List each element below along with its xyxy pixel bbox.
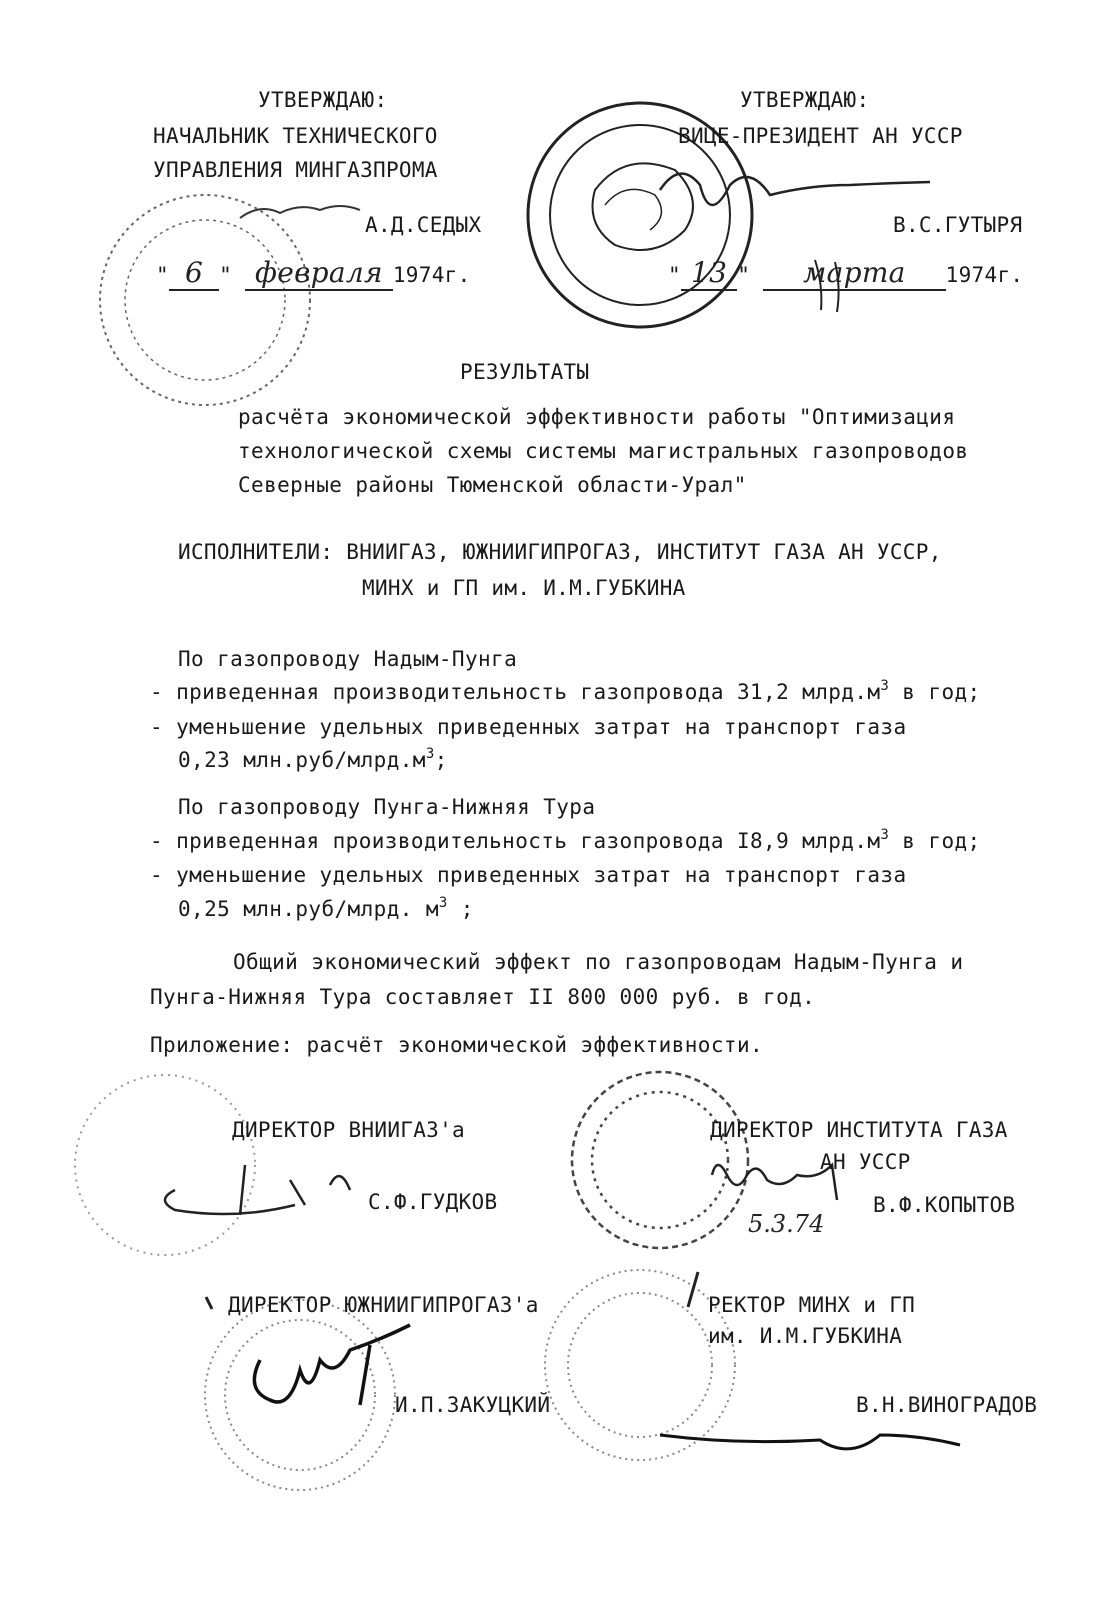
section2-item1-suffix: в год; (889, 829, 981, 853)
appendix-line: Приложение: расчёт экономической эффективности. (150, 1033, 764, 1057)
approval-left-date (156, 256, 471, 291)
yuzhnii-director-name: И.П.ЗАКУЦКИЙ (395, 1393, 551, 1417)
section2-item2-line2 (178, 897, 474, 921)
approval-right-heading: УТВЕРЖДАЮ: (740, 88, 870, 112)
performers-line-1: ИСПОЛНИТЕЛИ: ВНИИГАЗ, ЮЖНИИГИПРОГАЗ, ИНСТИТУТ ГАЗА АН УССР, (178, 540, 942, 564)
approval-right-name: В.С.ГУТЫРЯ (893, 213, 1023, 237)
date-quote-close: " (737, 263, 751, 287)
date-day: 13 (681, 256, 737, 291)
approval-right-date (668, 256, 1023, 291)
gas-institute-director-name: В.Ф.КОПЫТОВ (873, 1193, 1016, 1217)
vniigaz-director-title: ДИРЕКТОР ВНИИГАЗ'а (232, 1118, 465, 1142)
performers-line-2: МИНХ и ГП им. И.М.ГУБКИНА (362, 576, 686, 600)
section1-item2-line2 (178, 748, 448, 772)
subtitle-line-3: Северные районы Тюменской области-Урал" (238, 473, 747, 497)
date-quote-close: " (219, 263, 233, 287)
section1-item2-suffix: ; (434, 748, 448, 772)
section1-item2-value: 0,23 млн.руб/млрд.м (178, 748, 426, 772)
gas-institute-director-title-2: АН УССР (820, 1150, 911, 1174)
approval-left-heading: УТВЕРЖДАЮ: (258, 88, 388, 112)
approval-right-line1: ВИЦЕ-ПРЕЗИДЕНТ АН УССР (678, 124, 963, 148)
gubkin-seal-icon (545, 1270, 735, 1460)
yuzhnii-director-title: ДИРЕКТОР ЮЖНИИГИПРОГАЗ'а (228, 1293, 539, 1317)
date-quote-open: " (156, 263, 169, 287)
date-year: 1974г. (392, 263, 471, 287)
section2-item1-text: - приведенная производительность газопровода I8,9 млрд.м (150, 829, 881, 853)
approval-left-name: А.Д.СЕДЫХ (365, 213, 482, 237)
summary-line-2: Пунга-Нижняя Тура составляет II 800 000 руб. в год. (150, 985, 816, 1009)
section1-heading: По газопроводу Надым-Пунга (178, 647, 518, 671)
round-seal-icon (100, 195, 310, 405)
subtitle-line-2: технологической схемы системы магистральных газопроводов (238, 439, 969, 463)
summary-line-1: Общий экономический эффект по газопроводам Надым-Пунга и (233, 950, 964, 974)
date-month: марта (763, 256, 946, 291)
gas-institute-seal-icon (572, 1072, 748, 1248)
gubkin-rector-title-1: РЕКТОР МИНХ и ГП (708, 1293, 916, 1317)
superscript-3: 3 (880, 678, 890, 694)
signature-vinogradov-icon (660, 1435, 960, 1449)
signature-kopytov-icon (712, 1165, 837, 1200)
section2-item2-line1: - уменьшение удельных приведенных затрат на транспорт газа (150, 863, 907, 887)
date-day: 6 (169, 256, 219, 291)
approval-left-line1: НАЧАЛЬНИК ТЕХНИЧЕСКОГО (153, 124, 438, 148)
gas-institute-director-title-1: ДИРЕКТОР ИНСТИТУТА ГАЗА (710, 1118, 1008, 1142)
date-month: февраля (245, 256, 393, 291)
section2-item2-suffix: ; (447, 897, 474, 921)
section1-item1-suffix: в год; (889, 680, 981, 704)
subtitle-line-1: расчёта экономической эффективности работы "Оптимизация (238, 405, 956, 429)
date-year: 1974г. (945, 263, 1024, 287)
section2-item2-value: 0,25 млн.руб/млрд. м (178, 897, 439, 921)
section1-item1-text: - приведенная производительность газопровода 31,2 млрд.м (150, 680, 881, 704)
gas-institute-sign-date: 5.3.74 (748, 1210, 825, 1238)
superscript-3: 3 (425, 746, 435, 762)
section1-item2-line1: - уменьшение удельных приведенных затрат на транспорт газа (150, 715, 907, 739)
signature-zakutsky-icon (254, 1325, 410, 1405)
approval-left-line2: УПРАВЛЕНИЯ МИНГАЗПРОМА (153, 158, 438, 182)
signature-sedykh-icon (240, 206, 360, 218)
section1-item1 (150, 680, 981, 704)
gubkin-rector-title-2: им. И.М.ГУБКИНА (708, 1324, 903, 1348)
gubkin-rector-name: В.Н.ВИНОГРАДОВ (856, 1393, 1038, 1417)
section2-item1 (150, 829, 981, 853)
vniigaz-seal-icon (75, 1075, 255, 1255)
signature-gudkov-icon (165, 1165, 350, 1215)
signature-gutyrya-icon (660, 174, 930, 205)
superscript-3: 3 (438, 895, 448, 911)
vniigaz-director-name: С.Ф.ГУДКОВ (368, 1190, 498, 1214)
document-title: РЕЗУЛЬТАТЫ (460, 360, 590, 384)
section2-heading: По газопроводу Пунга-Нижняя Тура (178, 795, 596, 819)
yuzhnii-seal-icon (205, 1300, 395, 1490)
superscript-3: 3 (880, 827, 890, 843)
date-quote-open: " (668, 263, 681, 287)
